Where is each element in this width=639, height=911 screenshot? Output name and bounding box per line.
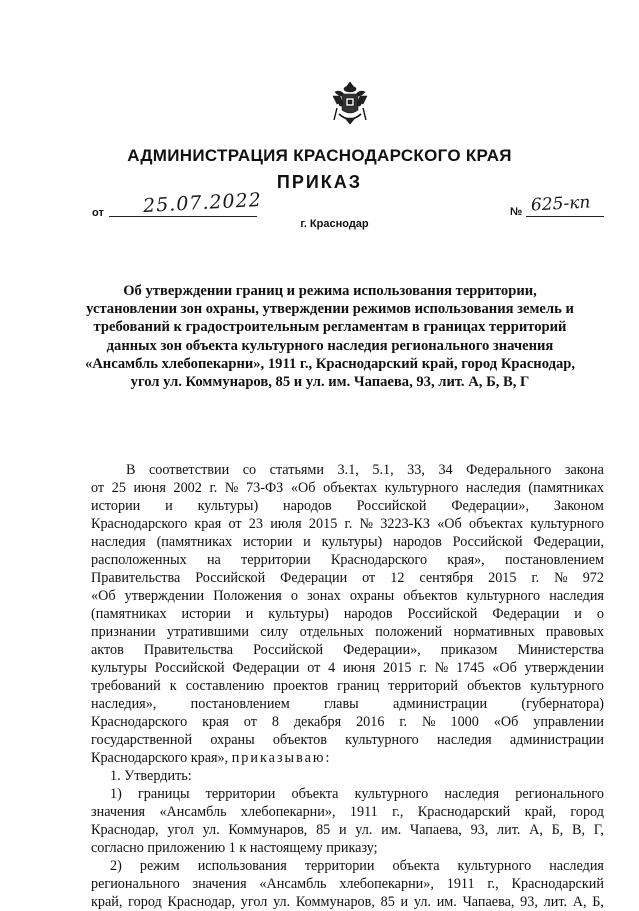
word: режим [139,858,180,874]
word: приказом [440,642,498,658]
word: июня [133,480,166,496]
word: территории [241,552,311,568]
word: 2015 [308,516,338,532]
word: Федерации», [451,498,529,514]
word: от [362,570,376,586]
word: народов [343,606,393,622]
word: г. [531,570,540,586]
word: силу [260,624,289,640]
word: правовых [545,624,604,640]
word: территорий [388,678,458,694]
word: проектов [273,678,329,694]
word: Российской [356,498,427,514]
word: охраны [210,732,255,748]
word: Российской [154,660,225,676]
word: 972 [582,570,604,586]
word: государственной [91,732,193,748]
item-1-heading: 1. Утвердить: [110,768,192,784]
word: Чапаева, [462,894,515,910]
word: со [242,462,257,478]
word: объектов [272,732,327,748]
word: культуры) [268,606,329,622]
word: объектов [467,678,522,694]
text-line [91,803,604,821]
text-line [91,497,604,515]
word: культурного [354,786,429,802]
order-body [91,461,604,911]
word: лит. [543,894,567,910]
preamble-last-text: Краснодарского края», [91,750,229,766]
preamble-paragraph [91,461,604,749]
word: им. [381,822,402,838]
text-line [91,857,604,875]
word: «Об [437,516,462,532]
word: ул. [202,822,220,838]
item-1-2-paragraph [91,857,604,911]
word: Б, [551,822,564,838]
word: № [434,660,449,676]
text-line [91,677,604,695]
text-line [91,785,604,803]
title-line: угол ул. Коммунаров, 85 и ул. им. Чапаева, 93, лит. А, Б, В, Г [130,374,530,391]
word: о [290,588,298,604]
item-1-1-paragraph [91,785,604,839]
word: культурного [466,588,541,604]
word: нормативных [453,624,535,640]
word: № [422,714,436,730]
word: июня [342,660,376,676]
word: 34 [438,462,453,478]
word: Краснодарского [91,714,188,730]
word: Правительства [91,570,181,586]
word: Российской [253,642,324,658]
word: 1) [110,786,122,802]
text-line [91,821,604,839]
word: закона [564,462,604,478]
word: наследия [466,480,521,496]
word: июля [270,516,302,532]
word: край, [524,804,557,820]
word: края [202,714,229,730]
word: Федерации [232,660,300,676]
word: от [91,480,105,496]
word: (памятниках [91,606,167,622]
word: 5.1, [372,462,394,478]
word: хлебопекарни», [339,876,434,892]
preamble-last-line [91,749,604,767]
word: город [570,804,604,820]
handwritten-date: 25.07.2022 [142,188,263,218]
word: № [359,516,374,532]
word: г., [487,876,499,892]
word: край, [91,894,123,910]
word: утратившими [166,624,249,640]
word: угол [240,894,268,910]
document-type: ПРИКАЗ [276,172,363,192]
word: 12 [390,570,405,586]
word: наследия», [91,696,157,712]
word: объекта [291,786,339,802]
word: 23 [248,516,263,532]
word: наследия [91,534,146,550]
word: требований [91,678,161,694]
text-line [91,533,604,551]
word: управлении [533,714,604,730]
title-line: «Ансамбль хлебопекарни», 1911 г., Краснодарский край, город Краснодар, [84,355,576,372]
word: угол [167,822,194,838]
word: культурного [530,516,604,532]
word: Краснодар, [167,894,236,910]
word: объекта [392,858,440,874]
word: Краснодарского [91,516,188,532]
word: от [243,714,257,730]
word: от [228,516,242,532]
word: А, [572,894,587,910]
word: использования [197,858,287,874]
word: администрации [509,732,604,748]
word: 4 [328,660,336,676]
word: регионального [91,876,180,892]
word: статьями [269,462,325,478]
word: постановлением [504,552,604,568]
word: № [224,480,239,496]
word: 8 [271,714,279,730]
text-line [91,659,604,677]
word: истории [91,498,141,514]
word: к [169,678,177,694]
number-label: № [510,206,523,218]
word: признании [91,624,156,640]
word: им. [436,894,457,910]
word: и [400,894,409,910]
word: «Об [493,714,519,730]
word: границ [337,678,380,694]
word: территории [205,786,276,802]
word: Г, [593,822,604,838]
word: о [596,606,604,622]
text-line [91,875,604,893]
word: Министерства [517,642,604,658]
text-line [91,893,604,911]
word: Федерации, [533,534,604,550]
word: г., [392,804,404,820]
word: г. [344,516,353,532]
word: Б, [592,894,604,910]
title-line: установлении зон охраны, утверждении режимов использования земель и [86,301,574,318]
word: г. [399,714,408,730]
text-line [91,641,604,659]
word: культуры) [321,534,383,550]
word: 93, [470,822,489,838]
word: лит. [497,822,521,838]
word: Коммунаров, [295,894,375,910]
word: и [165,498,173,514]
word: (памятниках [528,480,604,496]
number-underline [526,216,604,217]
word: и [245,606,254,622]
word: 85 [316,822,331,838]
word: Российской [195,570,266,586]
word: составлению [185,678,265,694]
word: края [194,516,222,532]
word: (памятниках [156,534,233,550]
word: актов [91,642,124,658]
word: г. [419,660,427,676]
word: 2016 [356,714,385,730]
order-title [60,282,600,391]
document-meta-row [0,190,639,240]
word: утверждении [124,588,205,604]
word: ул. [273,894,291,910]
word: народов [283,498,332,514]
word: наследия [436,732,492,748]
word: постановлением [190,696,290,712]
word: А, [529,822,543,838]
word: Законом [553,498,604,514]
word: Федерации [492,606,560,622]
word: 93, [520,894,538,910]
text-line [91,551,604,569]
word: территории [304,858,375,874]
word: на [206,552,221,568]
word: ул. [355,822,373,838]
word: наследия [549,858,604,874]
word: культурного [345,732,419,748]
word: 3223-КЗ [380,516,430,532]
text-line [91,587,604,605]
word: Чапаева, [409,822,462,838]
word: Правительства [143,642,234,658]
word: главы [323,696,359,712]
word: истории [181,606,231,622]
word: культуры [91,660,147,676]
word: г. [209,480,218,496]
word: «Ансамбль [159,804,227,820]
word: народов [393,534,442,550]
word: регионального [515,786,604,802]
word: хлебопекарни», [240,804,336,820]
title-line: требований к градостроительным регламентам в границах территорий [93,319,567,336]
city-name: г. Краснодар [300,218,369,230]
word: культурного [384,480,459,496]
handwritten-number: 625-кп [530,192,591,216]
word: края», [447,552,485,568]
word: В, [572,822,586,838]
word: истории [243,534,293,550]
word: утверждении [524,660,604,676]
word: объектов [403,588,458,604]
text-line [91,479,604,497]
word: Федерации [280,570,348,586]
word: культуры) [197,498,259,514]
word: расположенных [91,552,187,568]
order-verb: приказываю: [231,750,332,766]
word: декабря [293,714,342,730]
word: культурного [457,858,532,874]
word: от [307,660,321,676]
word: отдельных [299,624,364,640]
word: Положения [213,588,282,604]
text-line [91,569,604,587]
text-line [91,461,604,479]
word: «Об [290,480,316,496]
word: «Ансамбль [259,876,327,892]
word: 2015 [488,570,517,586]
title-line: данных зон объекта культурного наследия регионального значения [106,337,554,354]
organization-name: АДМИНИСТРАЦИЯ КРАСНОДАРСКОГО КРАЯ [127,146,512,165]
word: 73-ФЗ [246,480,284,496]
word: (губернатора) [521,696,604,712]
text-line [91,623,604,641]
word: наследия [549,588,604,604]
word: 2015 [383,660,412,676]
word: и [338,822,347,838]
word: 1000 [450,714,479,730]
word: В [126,462,136,478]
text-line [91,695,604,713]
word: Российской [452,534,523,550]
date-underline [109,216,257,217]
text-line [91,515,604,533]
word: Российской [407,606,478,622]
title-line: Об утверждении границ и режима использования территории, [123,283,537,299]
word: сентября [419,570,474,586]
word: «Об [91,588,116,604]
word: 1911 [349,804,378,820]
word: 85 [380,894,395,910]
date-label: от [92,207,104,219]
word: Краснодарского [330,552,428,568]
word: 33, [407,462,425,478]
word: администрации [392,696,488,712]
word: и [303,534,311,550]
word: 1745 [456,660,485,676]
word: Краснодарский [511,876,604,892]
word: «Об [492,660,517,676]
word: 25 [111,480,126,496]
word: 2002 [173,480,202,496]
word: значения [91,804,146,820]
word: объектах [469,516,524,532]
word: наследия [444,786,500,802]
word: объектах [323,480,378,496]
word: Федерации», [343,642,421,658]
word: Коммунаров, [228,822,308,838]
word: город [128,894,162,910]
word: Федерального [466,462,552,478]
word: зонах [307,588,341,604]
coat-of-arms-emblem [329,80,371,126]
word: соответствии [149,462,230,478]
item-1-1-last-line: согласно приложению 1 к настоящему приказу; [91,840,378,856]
word: 3.1, [337,462,359,478]
word: № [554,570,568,586]
word: положений [375,624,443,640]
text-line [91,605,604,623]
word: значения [192,876,247,892]
word: культурного [530,678,604,694]
word: Краснодар, [91,822,159,838]
word: ул. [413,894,431,910]
word: 1911 [446,876,475,892]
word: Краснодарский [417,804,511,820]
text-line [91,731,604,749]
word: границы [137,786,190,802]
word: 2) [110,858,122,874]
word: охраны [349,588,395,604]
text-line [91,713,604,731]
word: и [574,606,582,622]
